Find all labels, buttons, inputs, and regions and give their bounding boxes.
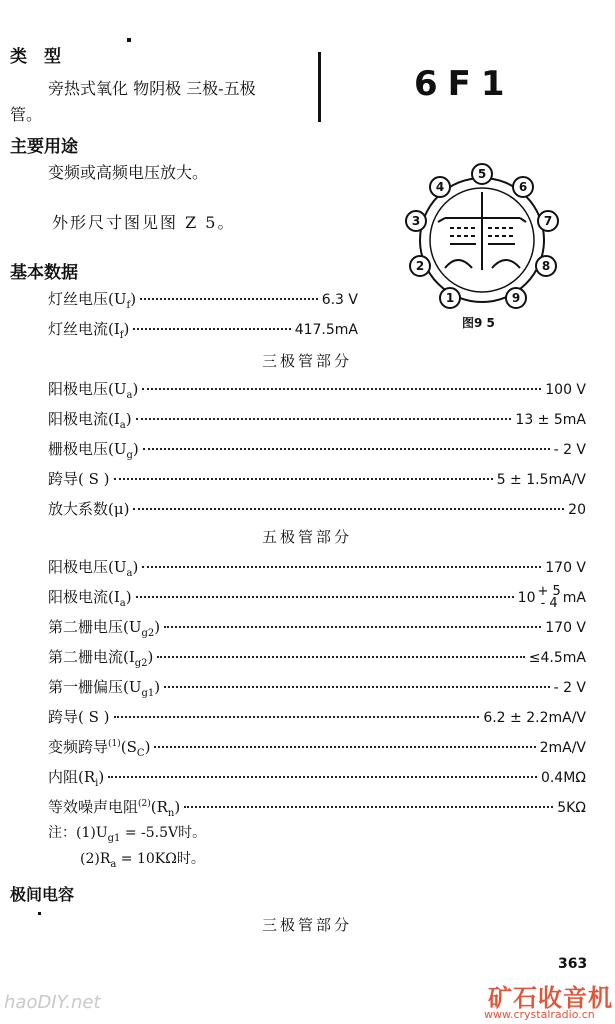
- parameter-label: 变频跨导$^{(1)}(S_C)$: [48, 738, 151, 759]
- leader-dots: [114, 716, 480, 718]
- parameter-value: ≤4.5mA: [528, 650, 586, 666]
- figure-caption: 图9 5: [462, 316, 495, 330]
- leader-dots: [136, 418, 512, 420]
- data-row: [48, 498, 586, 520]
- use-heading: 主要用途: [10, 137, 78, 157]
- parameter-label: 第二栅电压$(U_{g2})$: [48, 618, 161, 639]
- data-row: [48, 318, 358, 340]
- leader-dots: [114, 478, 493, 480]
- data-row: [48, 378, 586, 400]
- page-number: 363: [558, 956, 588, 972]
- leader-dots: [164, 626, 541, 628]
- parameter-value: 13 ± 5mA: [515, 412, 586, 428]
- parameter-label: 阳极电流$(I_a)$: [48, 588, 132, 609]
- pin-label-4: 4: [435, 180, 445, 194]
- pin-label-6: 6: [518, 180, 528, 194]
- data-row: [48, 584, 586, 611]
- leader-dots: [108, 776, 537, 778]
- leader-dots: [143, 448, 550, 450]
- type-text: 旁热式氧化 物阴极 三极-五极: [48, 79, 256, 98]
- note-2: $(2)R_a = 10K\Omega$时。: [80, 851, 205, 870]
- leader-dots: [142, 566, 541, 568]
- watermark-right-title: 矿石收音机: [488, 984, 613, 1012]
- data-row: [48, 766, 586, 788]
- data-row: [48, 468, 586, 490]
- leader-dots: [140, 298, 318, 300]
- data-row: [48, 646, 586, 668]
- parameter-value: 417.5mA: [294, 322, 358, 338]
- leader-dots: [133, 508, 564, 510]
- parameter-value: 5 ± 1.5mA/V: [496, 472, 586, 488]
- parameter-value: 0.4MΩ: [540, 770, 586, 786]
- pin-label-3: 3: [411, 214, 421, 228]
- capacitance-heading: 极间电容: [10, 885, 75, 904]
- parameter-label: 灯丝电流$(I_f)$: [48, 320, 130, 341]
- model-box-divider: [318, 52, 321, 122]
- data-row: [48, 676, 586, 698]
- parameter-label: 阳极电压$(U_a)$: [48, 558, 139, 579]
- parameter-value: 10 + 5 - 4 mA: [517, 584, 586, 611]
- parameter-label: 等效噪声电阻$^{(2)}(R_n)$: [48, 798, 181, 819]
- use-text: 变频或高频电压放大。: [48, 163, 209, 182]
- data-row: [48, 616, 586, 638]
- data-row: [48, 438, 586, 460]
- parameter-label: 栅极电压$(U_g)$: [48, 440, 139, 461]
- leader-dots: [136, 596, 514, 598]
- parameter-label: 第二栅电流$(I_{g2})$: [48, 648, 154, 669]
- leader-dots: [154, 746, 535, 748]
- parameter-value: 170 V: [545, 560, 586, 576]
- pin-label-8: 8: [541, 259, 551, 273]
- tube-model: 6F1: [414, 64, 515, 104]
- parameter-label: 第一栅偏压$(U_{g1})$: [48, 678, 161, 699]
- ink-dot: [38, 912, 41, 915]
- leader-dots: [142, 388, 541, 390]
- parameter-value: 6.2 ± 2.2mA/V: [483, 710, 586, 726]
- parameter-label: 跨导( S ): [48, 470, 110, 488]
- pin-diagram: [400, 160, 565, 330]
- watermark-right-url: www.crystalradio.cn: [484, 1008, 595, 1021]
- parameter-value: 20: [568, 502, 586, 518]
- data-row: [48, 556, 586, 578]
- data-row: [48, 706, 586, 728]
- leader-dots: [184, 806, 553, 808]
- triode-section-title: 三极管部分: [262, 352, 353, 370]
- parameter-label: 放大系数(μ): [48, 500, 130, 518]
- pin-label-9: 9: [511, 291, 521, 305]
- parameter-label: 阳极电压$(U_a)$: [48, 380, 139, 401]
- parameter-value: 5KΩ: [557, 800, 586, 816]
- pin-label-2: 2: [415, 259, 425, 273]
- parameter-value: - 2 V: [553, 442, 586, 458]
- parameter-value: 2mA/V: [539, 740, 586, 756]
- type-text-continued: 管。: [10, 105, 43, 124]
- parameter-value: - 2 V: [553, 680, 586, 696]
- data-row: [48, 408, 586, 430]
- parameter-value: 6.3 V: [321, 292, 358, 308]
- parameter-value: 100 V: [545, 382, 586, 398]
- pin-label-7: 7: [543, 214, 553, 228]
- basic-data-heading: 基本数据: [10, 263, 78, 283]
- dimension-text: 外形尺寸图见图 Z 5。: [52, 213, 236, 232]
- capacitance-triode-title: 三极管部分: [262, 916, 353, 934]
- parameter-value: 170 V: [545, 620, 586, 636]
- data-row: [48, 736, 586, 758]
- note-1: 注：$(1)U_{g1} = -5.5V$时。: [48, 825, 207, 844]
- data-row: [48, 288, 358, 310]
- parameter-label: 跨导( S ): [48, 708, 110, 726]
- ink-dot: [127, 38, 131, 42]
- leader-dots: [164, 686, 549, 688]
- pin-label-1: 1: [445, 291, 455, 305]
- pentode-section-title: 五极管部分: [262, 528, 353, 546]
- leader-dots: [157, 656, 524, 658]
- leader-dots: [133, 328, 290, 330]
- type-heading: 类 型: [10, 47, 61, 67]
- data-row: [48, 796, 586, 818]
- pin-label-5: 5: [477, 167, 487, 181]
- parameter-label: 阳极电流$(I_a)$: [48, 410, 132, 431]
- parameter-label: 灯丝电压$(U_f)$: [48, 290, 137, 311]
- watermark-left: haoDIY.net: [4, 992, 101, 1013]
- parameter-label: 内阻$(R_i)$: [48, 768, 105, 789]
